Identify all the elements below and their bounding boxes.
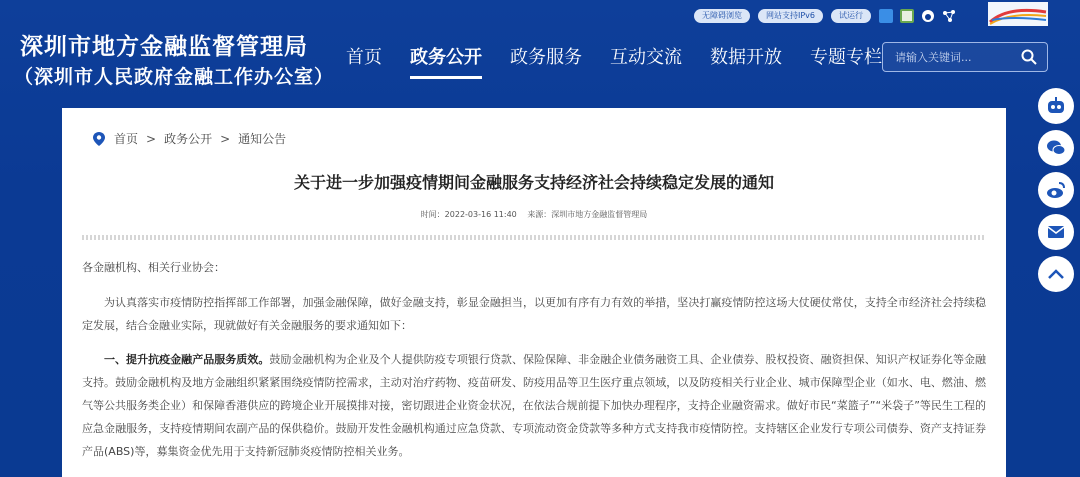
nav-home[interactable]: 首页 <box>346 47 382 68</box>
intro-paragraph: 为认真落实市疫情防控指挥部工作部署，加强金融保障，做好金融支持，彰显金融担当，以更加有序有力有效的举措，坚决打赢疫情防控这场大仗硬仗常仗，支持全市经济社会持续稳定发展，结合金融业实际，现就做好有关金融服务的要求通知如下： <box>82 296 986 332</box>
weibo-button[interactable] <box>1038 172 1074 208</box>
nav-government-affairs-open[interactable]: 政务公开 <box>396 44 496 76</box>
qrcode-icon[interactable] <box>900 9 914 23</box>
search-icon[interactable] <box>1021 49 1037 65</box>
article-title: 关于进一步加强疫情期间金融服务支持经济社会持续稳定发展的通知 <box>293 173 774 192</box>
mail-button[interactable] <box>1038 214 1074 250</box>
weibo-icon <box>1045 179 1067 201</box>
ipv6-badge[interactable]: 网站支持IPv6 <box>758 9 823 23</box>
nav-government-services[interactable]: 政务服务 <box>510 47 582 68</box>
weibo-small-icon[interactable] <box>921 9 935 23</box>
banner-logo-icon[interactable] <box>988 2 1048 26</box>
breadcrumb-home[interactable]: 首页 <box>114 132 139 146</box>
mail-icon <box>1045 221 1067 243</box>
back-to-top-icon <box>1045 263 1067 285</box>
site-logo-subtitle[interactable]: （深圳市人民政府金融工作办公室） <box>14 66 335 88</box>
breadcrumb <box>92 130 286 147</box>
nav-open-data[interactable]: 数据开放 <box>710 47 782 68</box>
app-icon[interactable] <box>879 9 893 23</box>
breadcrumb-notices[interactable]: 通知公告 <box>238 132 287 146</box>
side-toolbar <box>1038 88 1074 298</box>
site-header <box>0 0 1080 108</box>
top-links <box>694 9 963 23</box>
wechat-button[interactable] <box>1038 130 1074 166</box>
breadcrumb-government-affairs-open[interactable]: 政务公开 <box>164 132 213 146</box>
share-icon[interactable] <box>942 9 956 23</box>
article-panel <box>62 108 1006 477</box>
section-1-body: 鼓励金融机构为企业及个人提供防疫专项银行贷款、保险保障、非金融企业债务融资工具、企业债券、股权投资、融资担保、知识产权证券化等金融支持。鼓励金融机构及地方金融组织紧紧围绕疫情防控需求，主动对治疗药物、疫苗研发、防疫用品等卫生医疗重点领域，以及防疫相关行业企业、城市保障型企业（如水、电、燃油、燃气等公共服务类企业）和保障香港供应的跨境企业开展摸排对接，密切跟进企业资金状况，在依法合规前提下加快办理程序，支持企业融资需求。做好市民“菜篮子”“米袋子”等民生工程的应急金融服务，支持疫情期间农副产品的保供稳价。鼓励开发性金融机构通过应急贷款、专项流动资金贷款等多种方式支持我市疫情防控。支持辖区企业发行专项公司债券、资产支持证券产品(ABS)等，募集资金优先用于支持新冠肺炎疫情防控相关业务。 <box>82 353 987 458</box>
salutation: 各金融机构、相关行业协会： <box>82 261 225 274</box>
article-source: 来源：深圳市地方金融监督管理局 <box>527 210 648 219</box>
nav-interaction[interactable]: 互动交流 <box>610 47 682 68</box>
dotted-divider <box>82 235 984 240</box>
breadcrumb-separator: > <box>220 131 231 146</box>
location-pin-icon <box>92 131 106 147</box>
breadcrumb-separator: > <box>146 131 157 146</box>
site-logo-title[interactable]: 深圳市地方金融监督管理局 <box>20 34 308 60</box>
wechat-icon <box>1045 137 1067 159</box>
trial-run-badge[interactable]: 试运行 <box>831 9 871 23</box>
back-to-top-button[interactable] <box>1038 256 1074 292</box>
section-1-heading: 一、提升抗疫金融产品服务质效。 <box>104 353 270 366</box>
robot-icon <box>1045 95 1067 117</box>
robot-button[interactable] <box>1038 88 1074 124</box>
main-nav <box>332 44 896 76</box>
nav-special-topics[interactable]: 专题专栏 <box>810 47 882 68</box>
search-input[interactable] <box>895 43 1015 71</box>
section-1-paragraph <box>82 348 986 463</box>
search-box <box>882 42 1048 72</box>
publish-time: 时间：2022-03-16 11:40 <box>420 210 517 219</box>
accessibility-link[interactable]: 无障碍浏览 <box>694 9 750 23</box>
article-meta <box>62 209 1006 220</box>
